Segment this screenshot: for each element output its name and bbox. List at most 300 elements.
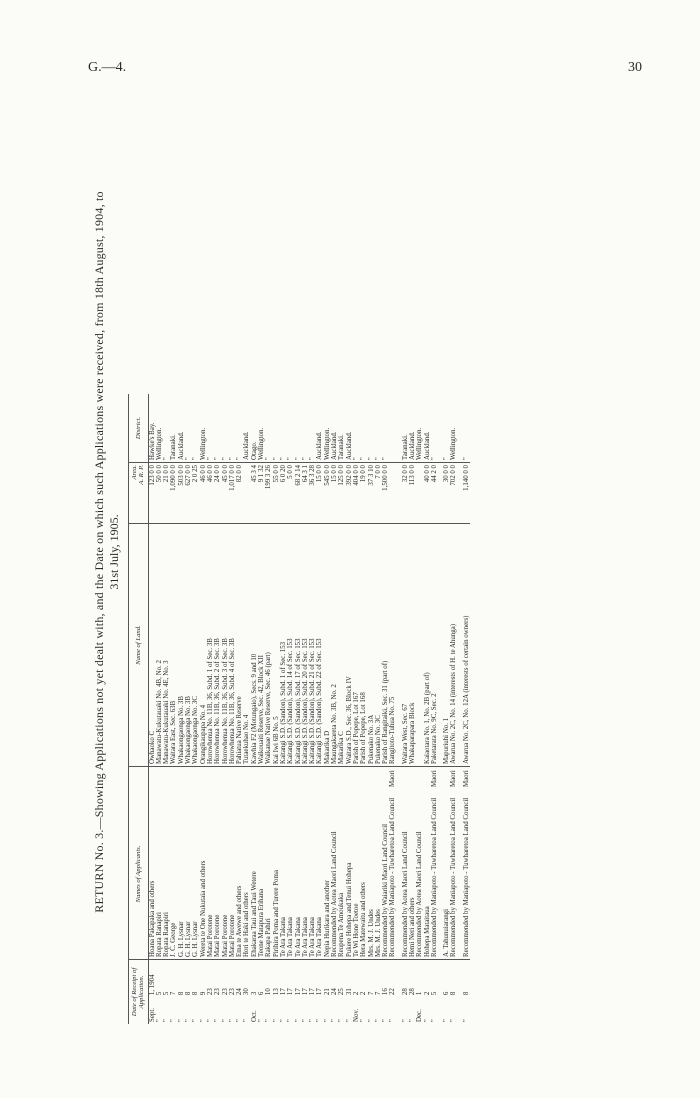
land-name-cell: Manawatu-Kukutauaki No. 4E, No. 3: [163, 524, 170, 767]
table-row: [258, 394, 265, 1024]
applicant-cell: Recommended by Maniapoto - Tuwharetoa Land Council: [450, 797, 458, 957]
land-name-cell: Horowhenua No. 11B, 36, Subd. 2 of Sec. 3B: [214, 524, 221, 767]
area-cell: [389, 463, 396, 524]
district-cell: Auckland.: [423, 431, 431, 460]
table-row: [346, 394, 353, 1024]
applicant-cell: Reupena Te Amoukaka: [338, 892, 346, 957]
page-number: 30: [628, 60, 642, 75]
applicant-cell: Hori te Haki and others: [243, 892, 251, 957]
area-cell: 7 0 0: [375, 463, 382, 524]
applicant-maori-cell: [243, 767, 250, 790]
date-month-cell: ": [323, 1019, 331, 1022]
area-cell: 5 0 0: [287, 463, 294, 524]
date-month-cell: Oct.: [250, 1010, 258, 1022]
date-day-cell: 17: [316, 960, 323, 998]
table-row: [302, 394, 309, 1024]
table-row: [243, 394, 250, 1024]
table-row: [409, 394, 416, 1024]
date-day-cell: 7: [375, 960, 382, 998]
land-name-cell: Kaitangi S.D. (Sandon), Subd. 17 of Sec. 153: [295, 524, 302, 767]
date-day-cell: 6: [443, 960, 450, 998]
date-day-cell: 8: [192, 960, 199, 998]
date-day-cell: 7: [368, 960, 375, 998]
date-day-cell: 17: [287, 960, 294, 998]
area-cell: 21 0 0: [163, 463, 170, 524]
district-cell: ": [236, 457, 244, 460]
land-name-cell: Whakaongaonga No. 3C: [192, 524, 199, 767]
applicant-cell: Recommended by Waiariki Maori Land Council: [382, 823, 390, 957]
date-month-cell: ": [408, 1019, 416, 1022]
applicant-maori-cell: [222, 767, 229, 790]
area-cell: 1,090 0 0: [170, 463, 177, 524]
applicant-maori-cell: [170, 767, 177, 790]
date-day-cell: 8: [178, 960, 185, 998]
applicant-maori-cell: [258, 767, 265, 790]
date-day-cell: 17: [280, 960, 287, 998]
applicant-maori-cell: [382, 767, 389, 790]
date-month-cell: ": [401, 1019, 409, 1022]
land-name-cell: Pukenako No. 3A: [368, 524, 375, 767]
applicant-maori-cell: [402, 767, 409, 790]
col-area: [129, 463, 149, 524]
applicant-cell: Matai Porotene: [214, 914, 222, 957]
area-cell: 627 0 0: [185, 463, 192, 524]
applicant-cell: Te Ara Takana: [294, 917, 302, 957]
land-name-cell: Maungakareta No. 3B, No. 2: [331, 524, 338, 767]
district-cell: Taranaki.: [170, 434, 178, 460]
table-row: [416, 394, 423, 1024]
date-day-cell: 13: [273, 960, 280, 998]
date-month-cell: ": [287, 1019, 295, 1022]
land-name-cell: Kaitangi S.D. (Sandon), Subd. 1 of Sec. 153: [280, 524, 287, 767]
table-row: [324, 394, 331, 1024]
table-row: [207, 394, 214, 1024]
district-cell: ": [443, 457, 451, 460]
applicant-maori-cell: [309, 767, 316, 790]
date-day-cell: 5: [163, 960, 170, 998]
table-row: [424, 394, 431, 1024]
col-land: Name of Land.: [129, 524, 149, 767]
district-cell: ": [360, 457, 368, 460]
date-day-cell: 28: [402, 960, 409, 998]
applicant-cell: Recommended by Aotea Maori Land Council: [401, 831, 409, 957]
applicant-cell: Recommended by Maniapoto - Tuwharetoa Land Council: [430, 797, 438, 957]
applicant-cell: Te Wi Hone Toetoe: [352, 903, 360, 957]
district-cell: Auckland.: [331, 431, 339, 460]
date-day-cell: 2: [353, 960, 360, 998]
date-month-cell: ": [462, 1019, 470, 1022]
district-cell: ": [163, 457, 171, 460]
district-cell: ": [309, 457, 317, 460]
district-cell: ": [221, 457, 229, 460]
district-cell: Otago.: [250, 441, 258, 460]
table-row: [389, 394, 396, 1024]
date-month-cell: ": [265, 1019, 273, 1022]
land-name-cell: [416, 524, 423, 767]
date-month-cell: ": [389, 1019, 397, 1022]
applicant-maori-cell: [280, 767, 287, 790]
date-day-cell: 17: [295, 960, 302, 998]
applicant-cell: Hera Matewaitu and others: [360, 882, 368, 957]
area-cell: [243, 463, 250, 524]
table-row: [156, 394, 163, 1024]
land-name-cell: Kaitangi S.D. (Sandon), Subd. 20 of Sec. 153: [302, 524, 309, 767]
applicant-cell: G. H. Lysnar: [177, 921, 185, 957]
district-cell: Auckland.: [345, 431, 353, 460]
applicant-maori-cell: [148, 767, 156, 790]
area-cell: 1,017 0 0: [229, 463, 236, 524]
table-header-row: [129, 394, 149, 1024]
date-day-cell: 23: [229, 960, 236, 998]
applicant-cell: Hohepa Mataitaua: [423, 906, 431, 957]
applicant-maori-cell: [424, 767, 431, 790]
date-month-cell: ": [294, 1019, 302, 1022]
col-date: Date of Receipt of Application.: [129, 960, 149, 1025]
table-row: [148, 394, 156, 1024]
area-cell: 68 2 14: [295, 463, 302, 524]
applicant-cell: Ema te Awewe and others: [236, 885, 244, 957]
date-day-cell: 3: [251, 960, 258, 998]
land-name-cell: Rangitoto-Tuhua No. 75: [389, 524, 396, 767]
area-cell: [416, 463, 423, 524]
applicant-cell: G. H. Lysnar: [192, 921, 200, 957]
area-cell: 64 3 1: [302, 463, 309, 524]
district-cell: ": [294, 457, 302, 460]
applicant-maori-cell: [416, 767, 423, 790]
applicant-cell: Rakapa Pahiri: [265, 918, 273, 957]
area-cell: 123 0 0: [148, 463, 156, 524]
rotated-table-page: [92, 80, 652, 1024]
table-row: [178, 394, 185, 1024]
district-cell: ": [279, 457, 287, 460]
district-cell: ": [462, 457, 470, 460]
applicant-maori-cell: [214, 767, 221, 790]
date-month-cell: ": [236, 1019, 244, 1022]
table-row: [273, 394, 280, 1024]
date-day-cell: 30: [243, 960, 250, 998]
date-day-cell: 21: [324, 960, 331, 998]
applicant-maori-cell: [316, 767, 323, 790]
applicant-cell: Te Ara Takana: [287, 917, 295, 957]
table-row: [236, 394, 243, 1024]
applicant-cell: Matai Porotene: [221, 914, 229, 957]
land-name-cell: Pahiatua Native Reserve: [236, 524, 243, 767]
land-name-cell: Waikouaiti Reserve, Sec. 42, Block XII: [258, 524, 265, 767]
date-month-cell: ": [279, 1019, 287, 1022]
date-day-cell: 5: [431, 960, 438, 998]
district-cell: ": [352, 457, 360, 460]
applicant-maori-cell: Maori: [389, 767, 396, 790]
district-cell: ": [192, 457, 200, 460]
date-month-cell: ": [221, 1019, 229, 1022]
date-month-cell: ": [360, 1019, 368, 1022]
applicant-cell: Ehakaraa Taui and Taui Wetere: [250, 871, 258, 957]
date-month-cell: ": [367, 1019, 375, 1022]
land-name-cell: Owhaoko C: [148, 524, 156, 767]
land-name-cell: Mapuriuhi No. 1: [443, 524, 450, 767]
date-month-cell: ": [214, 1019, 222, 1022]
applicant-maori-cell: [251, 767, 258, 790]
applicant-cell: Recommended by Aotea Maori Land Council: [331, 831, 339, 957]
date-day-cell: 17: [309, 960, 316, 998]
table-row: [368, 394, 375, 1024]
district-cell: Auckland.: [177, 431, 185, 460]
district-cell: Auckland.: [243, 431, 251, 460]
applicant-cell: Pukere Hohepa and Tenui Hohepa: [345, 862, 353, 957]
area-cell: 19 0 0: [360, 463, 367, 524]
date-month-cell: ": [316, 1019, 324, 1022]
land-name-cell: Whakaongaonga No. 3B: [178, 524, 185, 767]
area-cell: 55 0 0: [273, 463, 280, 524]
district-cell: ": [430, 457, 438, 460]
applicant-maori-cell: [353, 767, 360, 790]
date-day-cell: 23: [214, 960, 221, 998]
area-cell: 46 0 0: [200, 463, 207, 524]
land-name-cell: Paketarata No. 9C, Sec. 2: [431, 524, 438, 767]
date-day-cell: 1, 1904: [148, 960, 156, 998]
table-row: [443, 394, 450, 1024]
land-name-cell: Waitara East, Sec. 63B: [170, 524, 177, 767]
date-day-cell: 31: [346, 960, 353, 998]
applicant-cell: G. H. Lysnar: [185, 921, 193, 957]
area-cell: 702 0 0: [450, 463, 457, 524]
date-month-cell: ": [170, 1019, 178, 1022]
area-cell: 15 0 0: [331, 463, 338, 524]
area-cell: 44 2 0: [431, 463, 438, 524]
area-cell: 392 0 0: [346, 463, 353, 524]
applicant-maori-cell: [368, 767, 375, 790]
date-month-cell: ": [443, 1019, 451, 1022]
date-day-cell: 24: [331, 960, 338, 998]
table-row: [353, 394, 360, 1024]
land-name-cell: Makarika C: [338, 524, 345, 767]
district-cell: Wellington.: [323, 427, 331, 460]
applicant-cell: Ropata Ranapiri: [163, 912, 171, 957]
date-month-cell: ": [206, 1019, 214, 1022]
land-name-cell: Kaitangi S.D. (Sandon), Subd. 21 of Sec. 153: [309, 524, 316, 767]
applicant-cell: Te Ara Takana: [279, 917, 287, 957]
area-cell: 125 0 0: [338, 463, 345, 524]
date-month-cell: ": [345, 1019, 353, 1022]
applicant-maori-cell: [163, 767, 170, 790]
table-row: [360, 394, 367, 1024]
date-month-cell: ": [163, 1019, 171, 1022]
applicant-maori-cell: [346, 767, 353, 790]
date-month-cell: ": [309, 1019, 317, 1022]
area-cell: 6 0 20: [280, 463, 287, 524]
table-row: [287, 394, 294, 1024]
applicant-cell: Hoana Pakapaka and others: [148, 880, 156, 957]
date-month-cell: ": [331, 1019, 339, 1022]
table-row: [214, 394, 221, 1024]
applicant-maori-cell: [331, 767, 338, 790]
applicant-maori-cell: [338, 767, 345, 790]
applicant-cell: Wereta te One Nukutaia and others: [199, 860, 207, 957]
date-day-cell: 8: [463, 960, 470, 998]
date-month-cell: ": [374, 1019, 382, 1022]
date-month-cell: ": [430, 1019, 438, 1022]
table-row: [309, 394, 316, 1024]
district-cell: Taranaki.: [401, 434, 409, 460]
table-row: [331, 394, 338, 1024]
date-day-cell: 7: [170, 960, 177, 998]
area-cell: 1,140 0 0: [463, 463, 470, 524]
date-month-cell: ": [199, 1019, 207, 1022]
applicant-maori-cell: [324, 767, 331, 790]
date-month-cell: ": [228, 1019, 236, 1022]
applicant-maori-cell: [185, 767, 192, 790]
applicant-cell: Te Ara Takana: [301, 917, 309, 957]
date-day-cell: 8: [450, 960, 457, 998]
date-month-cell: Dec.: [416, 1009, 424, 1022]
table-row: [185, 394, 192, 1024]
date-month-cell: ": [155, 1019, 163, 1022]
date-day-cell: 5: [156, 960, 163, 998]
table-row: [402, 394, 409, 1024]
table-row: [463, 394, 470, 1024]
table-row: [295, 394, 302, 1024]
date-day-cell: 1: [416, 960, 423, 998]
district-cell: Auckland.: [408, 431, 416, 460]
date-day-cell: 2: [424, 960, 431, 998]
table-row: [229, 394, 236, 1024]
applicant-maori-cell: [156, 767, 163, 790]
district-cell: [389, 394, 396, 463]
table-body: [148, 394, 470, 1024]
applications-table: [128, 394, 470, 1024]
applicant-maori-cell: [273, 767, 280, 790]
applicant-cell: Recommended by Maniapoto - Tuwharetoa Land Council: [462, 797, 470, 957]
table-row: [316, 394, 323, 1024]
table-row: [163, 394, 170, 1024]
area-cell: 1,500 0 0: [382, 463, 389, 524]
land-name-cell: Waikanae Native Reserve, Sec. 46 (part): [265, 524, 272, 767]
applicant-maori-cell: [229, 767, 236, 790]
applicant-cell: Teone Matapura Erihana: [258, 888, 266, 957]
applicant-cell: Matai Porotene: [228, 914, 236, 957]
land-name-cell: Manawatu-Kukutauaki No. 4B, No. 2: [156, 524, 163, 767]
table-row: [280, 394, 287, 1024]
district-cell: ": [214, 457, 222, 460]
area-cell: 82 0 0: [236, 463, 243, 524]
land-name-cell: Parish of Popepe, Lot 168: [360, 524, 367, 767]
district-cell: ": [185, 457, 193, 460]
area-cell: 199 3 26: [265, 463, 272, 524]
land-name-cell: Horowhenua No. 11B, 36, Subd. 3 of Sec. 3B: [222, 524, 229, 767]
date-day-cell: 2: [360, 960, 367, 998]
area-cell: 45 3 4: [251, 463, 258, 524]
land-name-cell: Waitara West, Sec. 67: [402, 524, 409, 767]
table-row: [382, 394, 389, 1024]
date-month-cell: ": [382, 1019, 390, 1022]
area-cell: 113 0 0: [409, 463, 416, 524]
page-title: RETURN No. 3.—Showing Applications not yet dealt with, and the Date on which such Applications were received, from 18th August, 1904, to: [92, 191, 106, 913]
date-month-cell: Nov.: [352, 1008, 360, 1022]
applicant-maori-cell: [178, 767, 185, 790]
date-month-cell: ": [423, 1019, 431, 1022]
date-day-cell: 16: [382, 960, 389, 998]
district-cell: ": [374, 457, 382, 460]
date-day-cell: 28: [409, 960, 416, 998]
date-month-cell: ": [338, 1019, 346, 1022]
district-cell: Wellington.: [258, 427, 266, 460]
applicant-cell: A. Tahunuiarangi: [443, 909, 451, 957]
date-day-cell: 25: [338, 960, 345, 998]
table-row: [251, 394, 258, 1024]
land-name-cell: Kawhia F2 (Motungaio), Secs. 9 and 10: [251, 524, 258, 767]
date-day-cell: 24: [236, 960, 243, 998]
date-day-cell: 23: [222, 960, 229, 998]
area-cell: 46 0 0: [207, 463, 214, 524]
district-cell: ": [287, 457, 295, 460]
table-row: [192, 394, 199, 1024]
date-day-cell: 8: [185, 960, 192, 998]
applicant-maori-cell: [375, 767, 382, 790]
applicant-maori-cell: [302, 767, 309, 790]
date-day-cell: 9: [200, 960, 207, 998]
district-cell: Auckland.: [316, 431, 324, 460]
land-name-cell: Awarua No. 2C, No. 14 (interests of H. te Ahunga): [450, 524, 457, 767]
date-month-cell: ": [301, 1019, 309, 1022]
applicant-cell: Recommended by Maniapoto - Tuwharetoa Land Council: [389, 797, 397, 957]
page-subtitle: 31st July, 1905.: [107, 514, 121, 590]
area-cell: 30 0 0: [443, 463, 450, 524]
date-month-cell: ": [185, 1019, 193, 1022]
date-day-cell: 23: [207, 960, 214, 998]
land-name-cell: Kai Iwi 6B No. 5: [273, 524, 280, 767]
area-cell: 32 0 0: [402, 463, 409, 524]
applicant-maori-cell: [200, 767, 207, 790]
area-cell: 37 3 10: [368, 463, 375, 524]
date-day-cell: 17: [302, 960, 309, 998]
land-name-cell: Awarua No. 2C, No. 12A (interests of certain owners): [463, 524, 470, 767]
applicant-maori-cell: [236, 767, 243, 790]
table-row: [375, 394, 382, 1024]
applicant-maori-cell: [409, 767, 416, 790]
table-row: [200, 394, 207, 1024]
district-cell: Wellington.: [199, 427, 207, 460]
land-name-cell: Kaiaotara No. 1, No. 2B (part of): [424, 524, 431, 767]
table-row: [265, 394, 272, 1024]
area-cell: 50 0 0: [156, 463, 163, 524]
table-row: [450, 394, 457, 1024]
district-cell: ": [206, 457, 214, 460]
land-name-cell: Tutaekuhao No. 4: [243, 524, 250, 767]
area-cell: 2 0 25: [192, 463, 199, 524]
applicant-maori-cell: [287, 767, 294, 790]
date-month-cell: ": [177, 1019, 185, 1022]
land-name-cell: Kaitangi S.D. (Sandon), Subd. 22 of Sec. 153: [316, 524, 323, 767]
date-month-cell: ": [258, 1019, 266, 1022]
land-name-cell: Parish of Popepe, Lot 167: [353, 524, 360, 767]
district-cell: ": [265, 457, 273, 460]
land-name-cell: Makarika D: [324, 524, 331, 767]
applicant-maori-cell: [360, 767, 367, 790]
col-area-units: A. R. P.: [138, 465, 146, 485]
applicant-maori-cell: [192, 767, 199, 790]
table-row: [431, 394, 438, 1024]
date-month-cell: ": [243, 1019, 251, 1022]
area-cell: 24 0 0: [214, 463, 221, 524]
area-cell: 36 3 28: [309, 463, 316, 524]
applicant-maori-cell: [207, 767, 214, 790]
applicant-cell: Nepia Hurikara and another: [323, 880, 331, 957]
date-month-cell: Sept.: [148, 1008, 156, 1022]
district-cell: Hawke's Bay.: [148, 422, 156, 460]
applicant-maori-cell: Maori: [463, 767, 470, 790]
applicant-maori-cell: Maori: [431, 767, 438, 790]
date-month-cell: ": [272, 1019, 280, 1022]
